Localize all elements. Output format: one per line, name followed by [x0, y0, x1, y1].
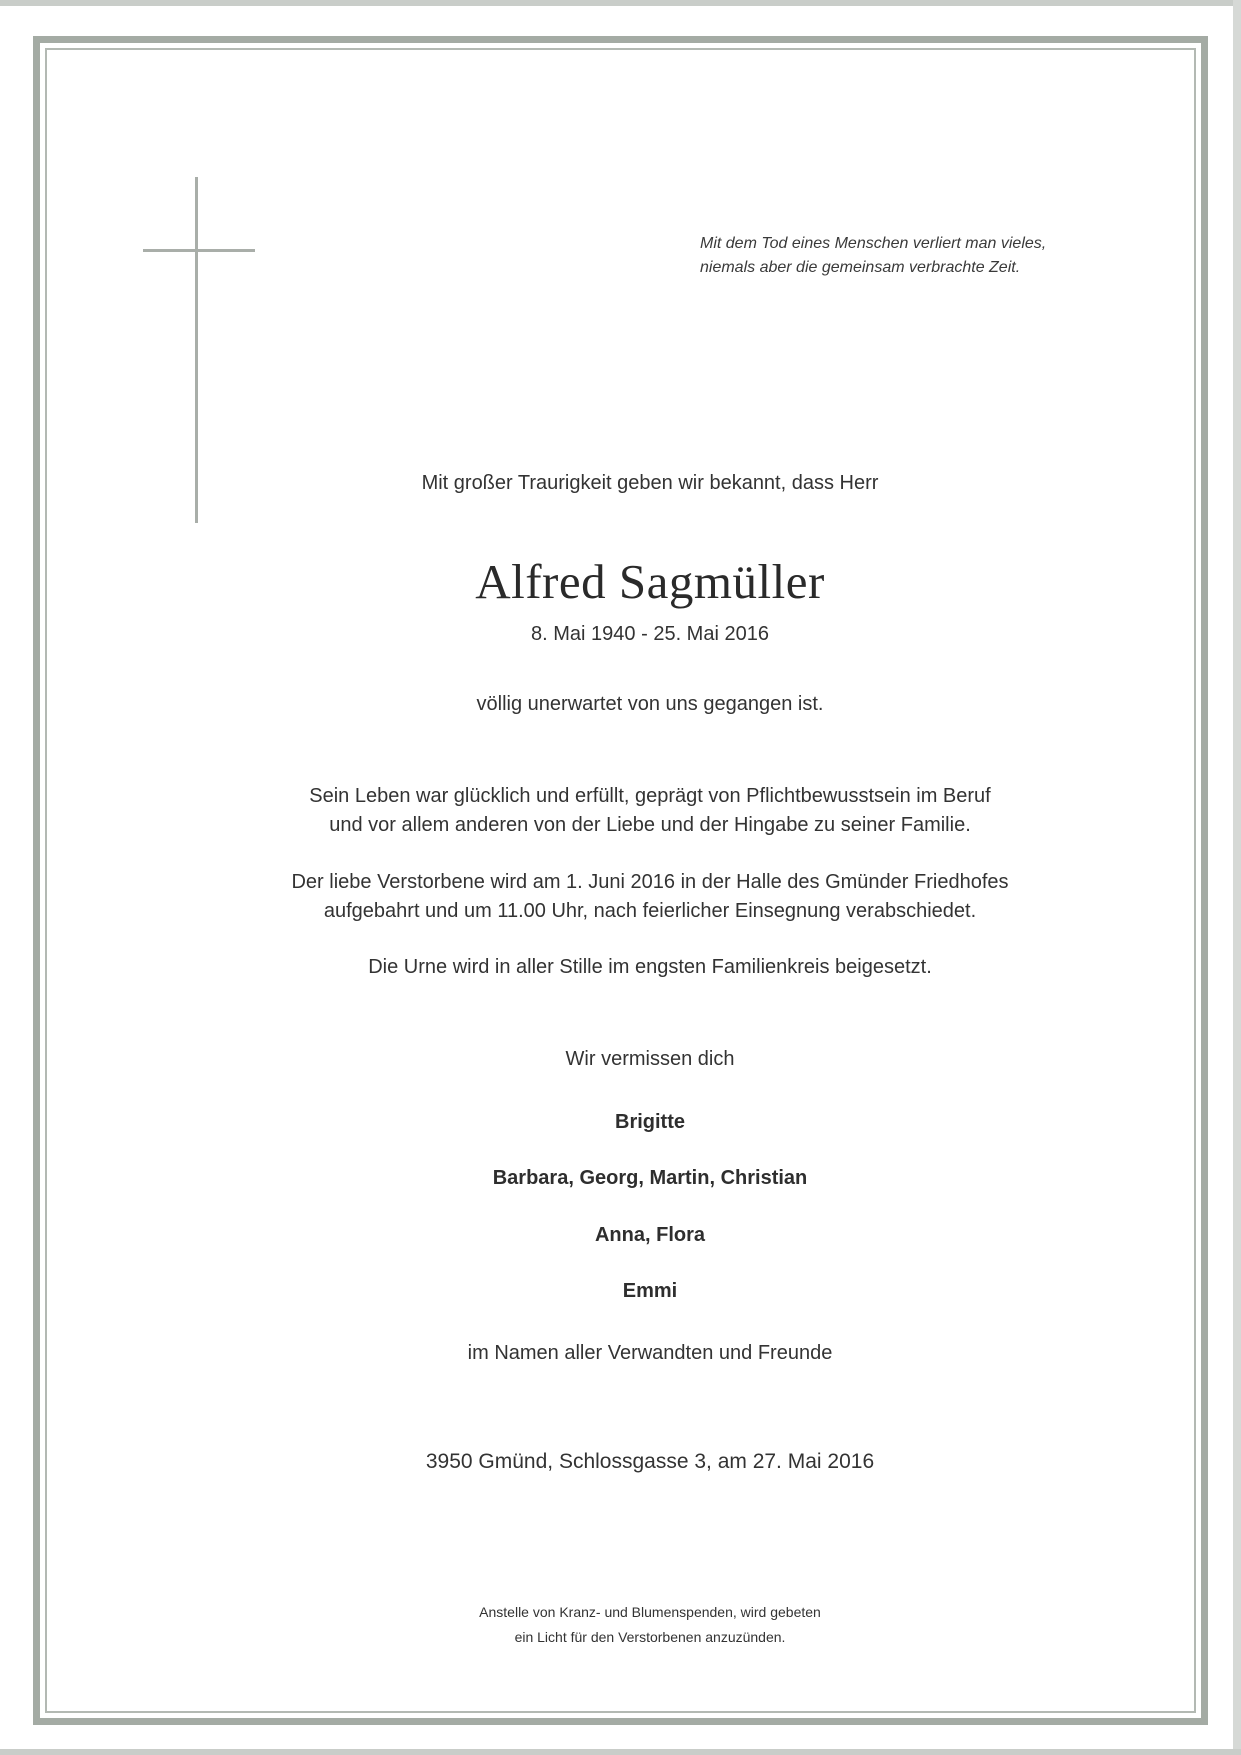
life-line-1: Sein Leben war glücklich und erfüllt, geprägt von Pflichtbewusstsein im Beruf [309, 785, 991, 807]
footer-line-1: Anstelle von Kranz- und Blumenspenden, wird gebeten [479, 1604, 821, 1620]
urn-statement: Die Urne wird in aller Stille im engsten Familienkreis beigesetzt. [368, 956, 932, 978]
cross-horizontal-bar [143, 249, 255, 252]
mourner-name: Barbara, Georg, Martin, Christian [492, 1167, 808, 1189]
relatives-line: im Namen aller Verwandten und Freunde [467, 1342, 833, 1364]
deceased-name: Alfred Sagmüller [475, 554, 825, 609]
passing-statement: völlig unerwartet von uns gegangen ist. [476, 693, 824, 715]
footer-line-2: ein Licht für den Verstorbenen anzuzünden. [514, 1629, 786, 1645]
scan-edge-right [1233, 0, 1241, 1755]
funeral-line-1: Der liebe Verstorbene wird am 1. Juni 2016 in der Halle des Gmünder Friedhofes [291, 871, 1009, 893]
scan-edge-bottom [0, 1749, 1241, 1755]
life-paragraph [150, 782, 1150, 840]
footer-note [150, 1600, 1150, 1650]
life-line-2: und vor allem anderen von der Liebe und der Hingabe zu seiner Familie. [329, 814, 971, 836]
quote-line-1: Mit dem Tod eines Menschen verliert man vieles, [700, 235, 1047, 252]
mourner-name: Anna, Flora [594, 1224, 705, 1246]
miss-you-line: Wir vermissen dich [565, 1048, 735, 1070]
mourner-name: Brigitte [615, 1111, 685, 1133]
place-and-date: 3950 Gmünd, Schlossgasse 3, am 27. Mai 2016 [425, 1450, 875, 1473]
funeral-line-2: aufgebahrt und um 11.00 Uhr, nach feierlicher Einsegnung verabschiedet. [323, 900, 977, 922]
quote-line-2: niemals aber die gemeinsam verbrachte Zeit. [700, 259, 1021, 276]
announcement-intro: Mit großer Traurigkeit geben wir bekannt, dass Herr [421, 472, 879, 494]
mourner-name: Emmi [622, 1280, 678, 1302]
scan-edge-top [0, 0, 1241, 6]
life-dates: 8. Mai 1940 - 25. Mai 2016 [531, 623, 769, 645]
funeral-paragraph [150, 868, 1150, 926]
memorial-quote [700, 232, 1100, 280]
